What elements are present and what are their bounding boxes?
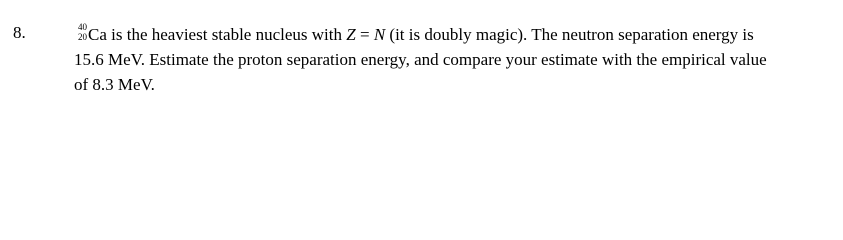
mass-number: 40	[78, 22, 87, 32]
element-symbol: Ca	[88, 25, 107, 44]
problem-line-1	[74, 22, 834, 47]
text-segment: is the heaviest stable nucleus with	[106, 25, 347, 44]
variable-z: Z	[346, 25, 356, 44]
problem-number: 8.	[13, 23, 26, 42]
variable-n: N	[373, 25, 386, 44]
nuclide-notation	[74, 23, 88, 43]
problem-block	[0, 0, 843, 118]
equals-sign: =	[355, 25, 374, 44]
problem-text	[74, 22, 834, 97]
atomic-number: 20	[78, 32, 87, 42]
text-segment: (it is doubly magic). The neutron separation energy is	[385, 25, 754, 44]
problem-line-3: of 8.3 MeV.	[74, 75, 155, 94]
problem-line-2: 15.6 MeV. Estimate the proton separation energy, and compare your estimate with the empirical value	[74, 50, 767, 69]
